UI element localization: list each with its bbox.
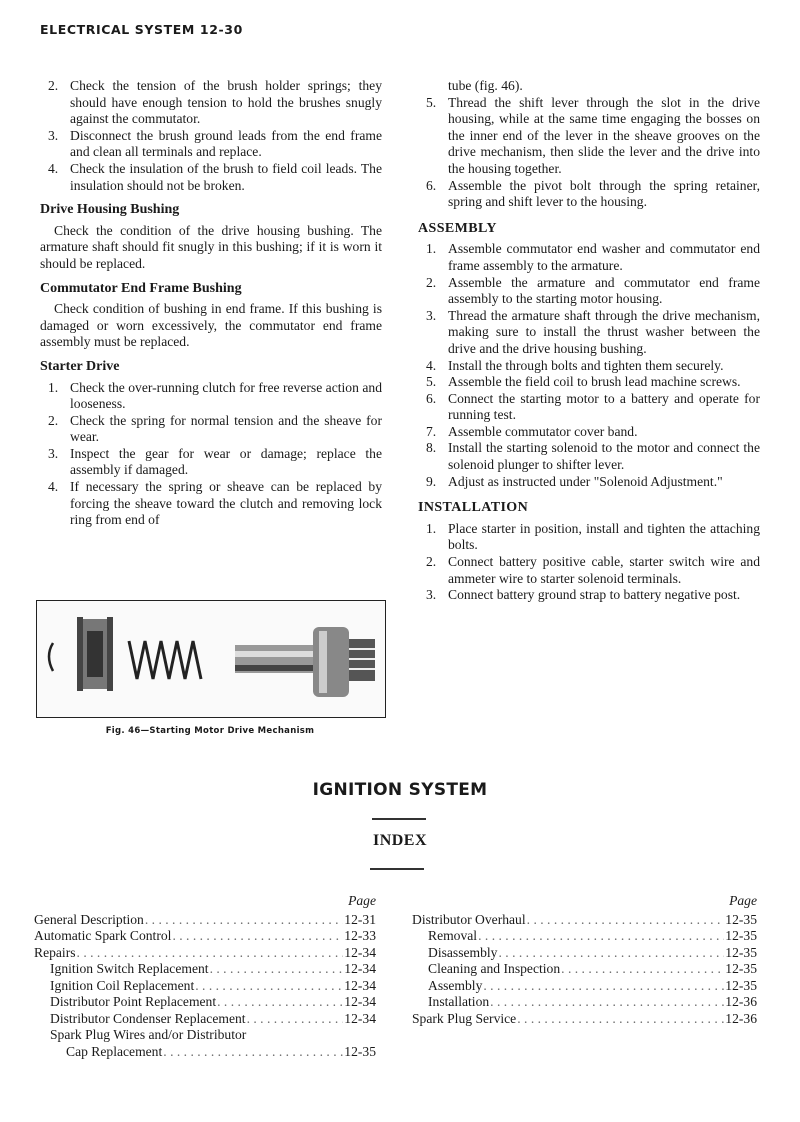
list-item: 7. Assemble commutator cover band. [426,423,638,439]
list-item: 4. If necessary the spring or sheave can be replaced by forcing the sheave toward the clutch and removing lock ring from end of [48,479,382,528]
divider-rule [370,868,424,870]
index-entry[interactable]: Disassembly . . . 12-35 [412,945,757,962]
drive-housing-bushing-body: Check the condition of the drive housing bushing. The armature shaft should fit snugly in this bushing; if it is worn it should be replaced. [40,222,382,271]
list-item: 2. Check the tension of the brush holder springs; they should have enough tension to hold the brushes snugly against the commutator. [48,78,382,127]
section-heading-drive-housing-bushing: Drive Housing Bushing [40,202,180,218]
index-entry[interactable]: Spark Plug Wires and/or Distributor [50,1027,247,1042]
index-entry[interactable]: General Description . . . 12-31 [34,912,376,929]
drive-mechanism-illustration [37,601,385,717]
installation-steps [418,521,760,604]
index-entry[interactable]: Spark Plug Service . . . 12-36 [412,1011,757,1028]
running-head: ELECTRICAL SYSTEM 12-30 [40,22,243,37]
index-entry[interactable]: Ignition Switch Replacement . . . 12-34 [34,961,376,978]
page-column-header: Page [348,893,376,908]
continuation-text: tube (fig. 46). [448,78,523,93]
list-item: 4. Install the through bolts and tighten them securely. [426,357,724,373]
page-column-header: Page [729,893,757,908]
figure-46-drive-mechanism [36,600,386,718]
right-column [418,78,760,604]
list-item: 3. Connect battery ground strap to battery negative post. [426,587,741,603]
list-item: 4. Check the insulation of the brush to field coil leads. The insulation should not be broken. [48,160,382,193]
list-item: 5. Thread the shift lever through the slot in the drive housing, while at the same time engaging the bosses on the inner end of the lever in the sheave grooves on the drive mechanism, then slide the lever and the drive into the housing together. [426,94,760,176]
left-column [40,78,382,529]
index-entry[interactable]: Repairs . . . 12-34 [34,945,376,962]
starter-drive-steps [40,380,382,529]
list-item: 1. Assemble commutator end washer and commutator end frame assembly to the armature. [426,241,760,273]
section-heading-assembly: ASSEMBLY [418,220,497,236]
index-entry[interactable]: Ignition Coil Replacement . . . 12-34 [34,978,376,995]
list-item: 8. Install the starting solenoid to the motor and connect the solenoid plunger to shifter lever. [426,440,760,473]
brush-steps-list [40,78,382,194]
list-item: 3. Disconnect the brush ground leads from the end frame and clean all terminals and replace. [48,127,382,160]
index-right-column [412,893,757,1027]
index-entry[interactable]: Removal . . . 12-35 [412,928,757,945]
section-heading-commutator-end-frame-bushing: Commutator End Frame Bushing [40,280,242,296]
index-entry[interactable]: Distributor Point Replacement . . . 12-34 [34,994,376,1011]
index-entry[interactable]: Automatic Spark Control . . . 12-33 [34,928,376,945]
list-item: 3. Thread the armature shaft through the drive mechanism, making sure to install the thrust washer between the drive and the drive housing bushing. [426,307,760,356]
list-item: 3. Inspect the gear for wear or damage; replace the assembly if damaged. [48,445,382,478]
list-item: 2. Check the spring for normal tension and the sheave for wear. [48,412,382,445]
index-entry[interactable]: Cleaning and Inspection . . . 12-35 [412,961,757,978]
index-entry[interactable]: Assembly . . . 12-35 [412,978,757,995]
list-item: 1. Check the over-running clutch for free reverse action and looseness. [48,379,382,412]
list-item: 5. Assemble the field coil to brush lead machine screws. [426,374,741,390]
list-item: 2. Connect battery positive cable, starter switch wire and ammeter wire to starter solenoid terminals. [426,554,760,586]
index-entry[interactable]: Cap Replacement . . . 12-35 [34,1044,376,1061]
section-heading-installation: INSTALLATION [418,500,529,516]
index-entry[interactable]: Installation . . . 12-36 [412,994,757,1011]
commutator-end-frame-bushing-body: Check condition of bushing in end frame. If this bushing is damaged or worn excessively, the commutator end frame assembly must be replaced. [40,301,382,350]
list-item: 9. Adjust as instructed under "Solenoid Adjustment." [426,473,723,489]
removal-steps-cont [418,95,760,211]
index-entry[interactable]: Distributor Condenser Replacement . . . 12-34 [34,1011,376,1028]
index-title: INDEX [372,832,428,849]
index-entry[interactable]: Distributor Overhaul . . . 12-35 [412,912,757,929]
figure-caption: Fig. 46—Starting Motor Drive Mechanism [105,726,315,736]
index-left-column [34,893,376,1060]
list-item: 6. Assemble the pivot bolt through the spring retainer, spring and shift lever to the housing. [426,177,760,210]
list-item: 6. Connect the starting motor to a battery and operate for running test. [426,390,760,423]
divider-rule [372,818,426,820]
ignition-system-title: IGNITION SYSTEM [312,780,488,800]
section-heading-starter-drive: Starter Drive [40,358,120,374]
list-item: 2. Assemble the armature and commutator end frame assembly to the starting motor housing. [426,274,760,307]
assembly-steps [418,241,760,490]
list-item: 1. Place starter in position, install and tighten the attaching bolts. [426,520,760,553]
